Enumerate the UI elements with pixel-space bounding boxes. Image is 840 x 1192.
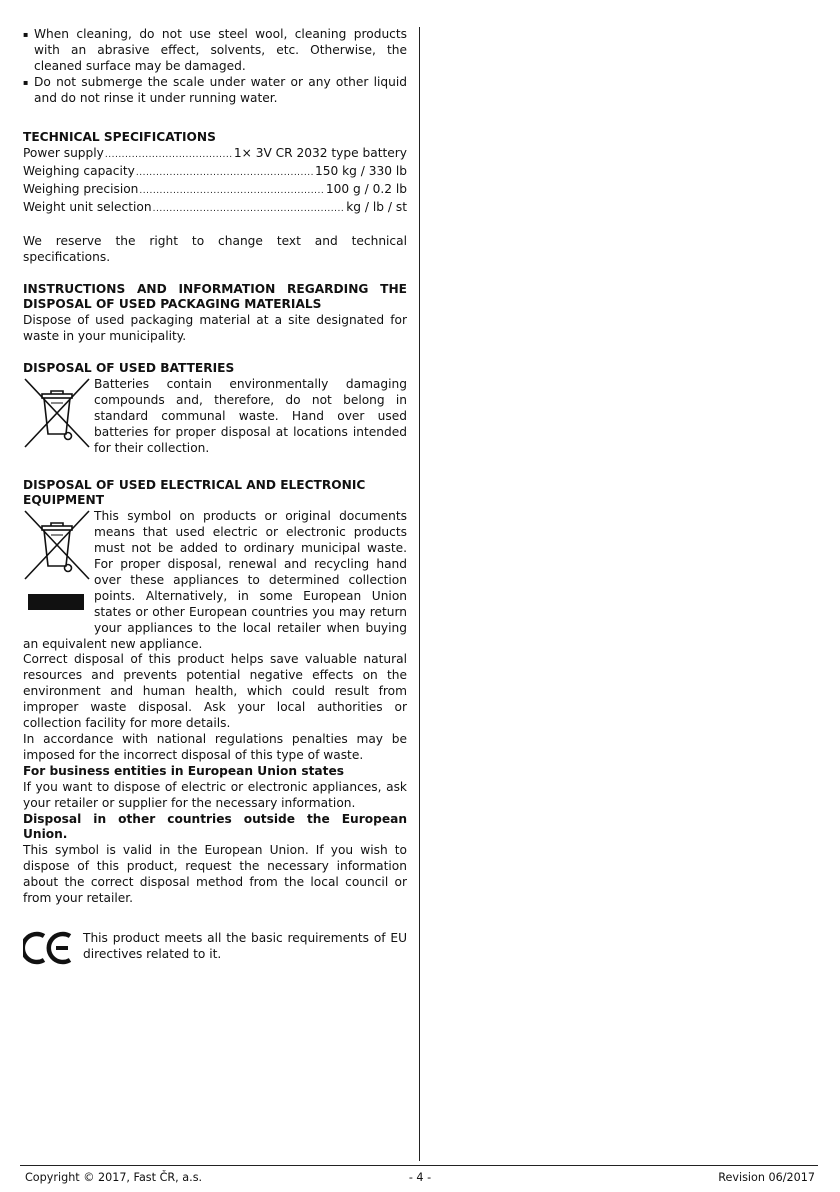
weee-para-2: Correct disposal of this product helps save valuable natural resources and prevents potential negative effects on the environment and human health, which could result from improper waste disposal. Ask your local authorities or collection facility for more details. [23,652,407,731]
spec-value: 1× 3V CR 2032 type battery [233,146,407,161]
spec-row-power [23,146,407,164]
packaging-heading: INSTRUCTIONS AND INFORMATION REGARDING THE DISPOSAL OF USED PACKAGING MATERIALS [23,281,407,312]
spec-label: Weighing capacity [23,164,135,179]
spec-value: 150 kg / 330 lb [314,164,407,179]
leader-dots [105,148,233,164]
spec-value: 100 g / 0.2 lb [325,182,407,197]
batteries-heading: DISPOSAL OF USED BATTERIES [23,361,235,376]
spec-label: Weighing precision [23,182,139,197]
crossed-out-bin-icon [23,377,91,449]
ce-mark-icon [23,931,73,965]
ce-text: This product meets all the basic requirements of EU directives related to it. [83,930,407,961]
batteries-text: Batteries contain environmentally damaging compounds and, therefore, do not belong in standard communal waste. Hand over used batteries for proper disposal at locations intended for their collection. [94,376,407,455]
leader-dots [136,166,314,182]
spec-label: Weight unit selection [23,200,152,215]
weee-para-3: In accordance with national regulations penalties may be imposed for the incorrect disposal of this type of waste. [23,732,407,762]
business-text: If you want to dispose of electric or electronic appliances, ask your retailer or supplier for the necessary information. [23,779,407,810]
spec-row-units [23,200,407,218]
footer-rule [20,1165,818,1166]
batteries-block [23,377,407,457]
spec-value: kg / lb / st [346,200,407,215]
spec-row-precision [23,182,407,200]
footer-page-number: - 4 - [408,1171,432,1184]
weee-block [23,509,407,652]
crossed-out-bin-with-bar-icon [23,509,91,627]
specs-change-note: We reserve the right to change text and technical specifications. [23,233,407,264]
leader-dots [139,184,325,200]
footer-copyright: Copyright © 2017, Fast ČR, a.s. [25,1171,203,1184]
weee-text: This symbol on products or original documents means that used electric or electronic products must not be added to ordinary municipal waste. For proper disposal, renewal and recycling hand over these appliances to determined collection points. Alternatively, in some European Union states or other European countries you may return your appliances to the local retailer when buying an equivalent new appliance. [23,509,407,651]
weee-heading: DISPOSAL OF USED ELECTRICAL AND ELECTRONIC EQUIPMENT [23,477,366,508]
main-column [23,27,407,965]
cleaning-bullet: ▪ When cleaning, do not use steel wool, cleaning products with an abrasive effect, solvents, etc. Otherwise, the cleaned surface may be damaged. [23,27,407,75]
packaging-text: Dispose of used packaging material at a site designated for waste in your municipality. [23,313,407,344]
outside-eu-text: This symbol is valid in the European Union. If you wish to dispose of this product, request the necessary information about the correct disposal method from the local council or from your retailer. [23,843,407,906]
submerge-bullet: ▪ Do not submerge the scale under water or any other liquid and do not rinse it under running water. [23,75,407,107]
outside-eu-heading: Disposal in other countries outside the European Union. [23,811,407,842]
column-divider [419,27,420,1161]
leader-dots [153,202,346,218]
ce-block [23,931,407,965]
tech-specs-heading: TECHNICAL SPECIFICATIONS [23,130,216,145]
spec-row-capacity [23,164,407,182]
business-heading: For business entities in European Union states [23,763,345,778]
spec-label: Power supply [23,146,104,161]
footer-revision: Revision 06/2017 [718,1171,815,1184]
